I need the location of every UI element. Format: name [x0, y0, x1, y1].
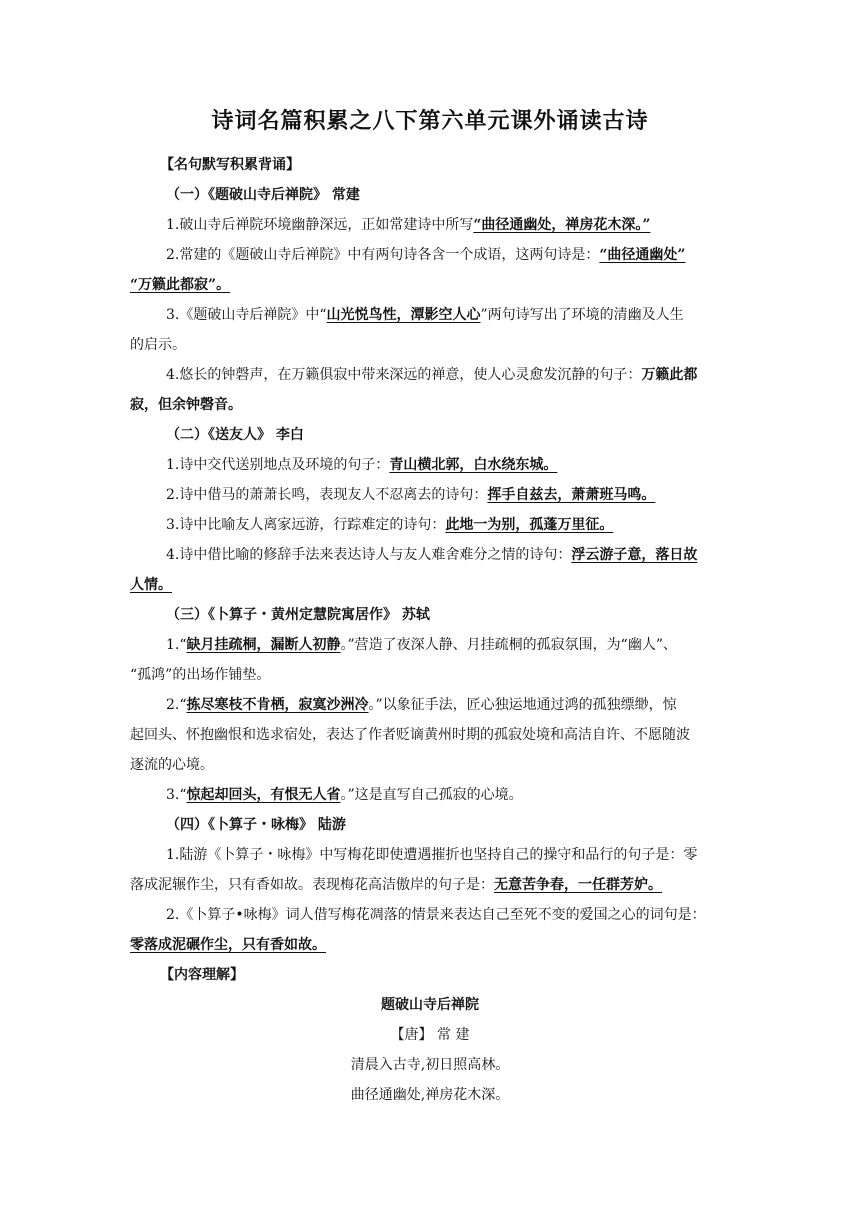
question-text: 3.诗中比喻友人离家远游，行踪难定的诗句：	[166, 517, 446, 533]
poem-line-2: 曲径通幽处,禅房花木深。	[350, 1087, 510, 1103]
question-text: 3.“	[166, 787, 187, 803]
section-heading-recitation: 【名句默写积累背诵】	[160, 157, 300, 173]
question-text: 3.《题破山寺后禅院》中“	[166, 307, 327, 323]
poem1-q3-cont: 的启示。	[130, 337, 186, 353]
poem-title: 题破山寺后禅院	[381, 997, 479, 1013]
poem4-q1-cont	[130, 870, 730, 900]
question-text: ”两句诗写出了环境的清幽及人生	[480, 307, 684, 323]
poem1-heading: （一）《题破山寺后禅院》 常建	[166, 187, 360, 203]
question-text: 2.诗中借马的萧萧长鸣，表现友人不忍离去的诗句：	[166, 487, 488, 503]
poem2-q3	[130, 510, 730, 540]
answer-text: 无意苦争春，一任群芳妒。	[494, 877, 662, 893]
poem1-q3	[130, 300, 730, 330]
poem1-q2-cont	[130, 270, 730, 300]
answer-text: 青山横北郭，白水绕东城。	[389, 457, 558, 473]
answer-text: 万籁此都	[641, 367, 698, 383]
poem3-q2	[130, 690, 730, 720]
poem3-q2-cont2: 逐流的心境。	[130, 757, 214, 773]
answer-text: “曲径通幽处”	[599, 247, 686, 263]
answer-text: 浮云游子意，落日故	[571, 547, 698, 563]
section-heading-comprehension: 【内容理解】	[160, 967, 244, 983]
question-text: 2.常建的《题破山寺后禅院》中有两句诗各含一个成语，这两句诗是：	[166, 247, 600, 263]
answer-text: 缺月挂疏桐，漏断人初静	[186, 637, 341, 653]
poem-author: 【唐】 常 建	[390, 1027, 470, 1043]
question-text: 1.诗中交代送别地点及环境的句子：	[166, 457, 390, 473]
poem2-q1	[130, 450, 730, 480]
poem3-q1-cont: “孤鸿”的出场作铺垫。	[130, 667, 271, 683]
answer-text: 挥手自兹去，萧萧班马鸣。	[487, 487, 656, 503]
question-text: 2.“	[166, 697, 187, 713]
poem1-q4	[130, 360, 730, 390]
poem1-q4-cont: 寂，但余钟磬音。	[130, 397, 242, 413]
question-text: 4.悠长的钟磬声，在万籁俱寂中带来深远的禅意，使人心灵愈发沉静的句子：	[166, 367, 642, 383]
question-text: 。”以象征手法，匠心独运地通过鸿的孤独缥缈，惊	[368, 697, 677, 713]
poem2-heading: （二）《送友人》 李白	[166, 427, 304, 443]
answer-text: 拣尽寒枝不肯栖，寂寞沙洲冷	[186, 697, 369, 713]
poem3-q2-cont: 起回头、怀抱幽恨和选求宿处，表达了作者贬谪黄州时期的孤寂处境和高洁自许、不愿随波	[130, 727, 690, 743]
question-text: 1.破山寺后禅院环境幽静深远，正如常建诗中所写	[166, 217, 474, 233]
answer-text: 此地一为别，孤蓬万里征。	[445, 517, 614, 533]
answer-text: “曲径通幽处，禅房花木深。”	[473, 217, 651, 233]
answer-text: 惊起却回头，有恨无人省	[186, 787, 341, 803]
poem3-heading: （三）《卜算子・黄州定慧院寓居作》 苏轼	[166, 607, 430, 623]
question-text: 1.“	[166, 637, 187, 653]
page-title: 诗词名篇积累之八下第六单元课外诵读古诗	[211, 108, 649, 134]
answer-text: 零落成泥碾作尘，只有香如故。	[130, 937, 326, 953]
question-text: 落成泥辗作尘，只有香如故。表现梅花高洁傲岸的句子是：	[130, 877, 494, 893]
poem2-q4-cont	[130, 570, 730, 600]
answer-text: 人情。	[130, 577, 172, 593]
poem4-q2: 2.《卜算子•咏梅》词人借写梅花凋落的情景来表达自己至死不变的爱国之心的词句是：	[166, 907, 706, 923]
answer-text: 山光悦鸟性，潭影空人心	[326, 307, 481, 323]
answer-text: “万籁此都寂”。	[130, 277, 231, 293]
poem1-q2	[130, 240, 730, 270]
poem2-q4	[130, 540, 730, 570]
poem4-heading: （四）《卜算子・咏梅》 陆游	[166, 817, 346, 833]
poem3-q1	[130, 630, 730, 660]
document-body	[130, 150, 730, 1110]
poem2-q2	[130, 480, 730, 510]
question-text: 。”营造了夜深人静、月挂疏桐的孤寂氛围，为“幽人”、	[340, 637, 677, 653]
poem4-q1: 1.陆游《卜算子・咏梅》中写梅花即使遭遇摧折也坚持自己的操守和品行的句子是：零	[166, 847, 698, 863]
question-text: 4.诗中借比喻的修辞手法来表达诗人与友人难舍难分之情的诗句：	[166, 547, 572, 563]
poem4-q2-cont	[130, 930, 730, 960]
question-text: 。”这是直写自己孤寂的心境。	[340, 787, 523, 803]
poem-line-1: 清晨入古寺,初日照高林。	[350, 1057, 510, 1073]
poem1-q1	[130, 210, 730, 240]
poem3-q3	[130, 780, 730, 810]
